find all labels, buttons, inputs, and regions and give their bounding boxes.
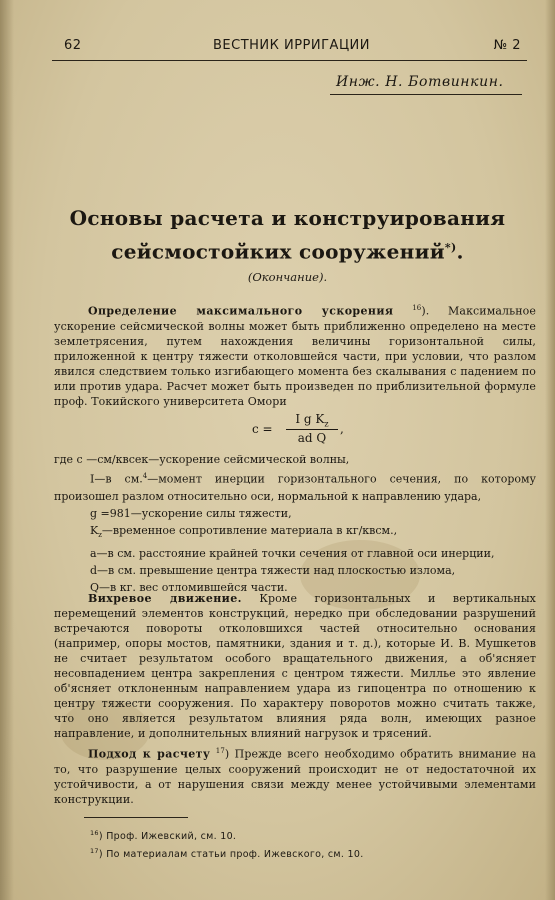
definition-q: Q—в кг. вес отломившейся части.: [90, 581, 288, 595]
formula-numerator: [286, 412, 338, 430]
title-line-2-text: сейсмостойких сооружений: [111, 239, 445, 264]
formula-numerator-sub: z: [324, 419, 329, 429]
paragraph-lead: Подход к расчету: [88, 747, 211, 761]
footnote-ref: 16: [412, 304, 422, 312]
title-period: .: [456, 239, 464, 264]
definition-kz-symbol: K: [90, 524, 99, 538]
definition-a: a—в см. расстояние крайней точки сечения от главной оси инерции,: [90, 546, 495, 560]
paragraph-max-acceleration: [54, 301, 536, 409]
definition-kz: [54, 522, 536, 544]
author-name: Инж. Н. Ботвинкин.: [336, 74, 504, 90]
paragraph-vortex-motion: [54, 591, 536, 741]
definition-i-a: I—в см.: [90, 472, 143, 486]
formula-fraction: [286, 412, 338, 445]
definition-i-b: —момент инерции горизонтального сечения, по которому произошел разлом относительно оси, нормальной к направлению удара,: [54, 472, 537, 504]
issue-number: № 2: [493, 38, 521, 53]
paragraph-text: ). Максимальное ускорение сейсмической волны может быть приближенно определено на месте землетрясения, путем нахождения величины горизонтальной силы, приложенной к центру тяжести отколовшейся части, при условии, что разлом явился следствием только изгибающего момента без скалывания с падением по или против удара. Расчет может быть произведен по приблизительной формуле проф. Токийского университета Омори: [54, 304, 536, 408]
page-number: 62: [64, 38, 82, 53]
paragraph-text: ) Прежде всего необходимо обратить внимание на то, что разрушение целых сооружений происходит не от недостаточной их устойчивости, а от нарушения связи между менее устойчивыми элементами конструкции.: [54, 747, 536, 806]
paragraph-lead: Вихревое движение.: [88, 592, 242, 605]
title-footnote-mark: *): [444, 241, 457, 254]
formula-numerator-text: I g K: [295, 412, 325, 426]
paragraph-lead: Определение максимального ускорения: [88, 304, 394, 318]
definition-kz-text: —временное сопротивление материала в кг/квсм.,: [101, 524, 398, 538]
variable-definitions: [54, 451, 536, 596]
formula-lhs: c =: [252, 422, 273, 436]
formula-comma: ,: [340, 422, 344, 436]
footnote-text: ) Проф. Ижевский, см. 10.: [98, 831, 237, 843]
definition-i: [54, 468, 536, 505]
title-line-1: Основы расчета и конструирования: [69, 206, 506, 230]
header-rule: [52, 60, 527, 61]
footnote-mark: 17: [90, 847, 99, 856]
title-line-2: [50, 233, 525, 267]
running-header: [58, 38, 525, 58]
paragraph-text: Кроме горизонтальных и вертикальных перемещений элементов конструкций, нередко при обследовании разрушений встречаются повороты отколовшихся частей относительно основания (например, опоры мостов, памятники, здания и т. д.), которые И. В. Мушкетов не считает результатом особого вращательного движения, а об'ясняет несовпадением центра закрепления с центром тяжести. Миллье это явление об'ясняет отклоненным направлением удара из гипоцентра по отношению к центру тяжести сооружения. По характеру поворотов можно считать также, что оно является результатом влияния ряда волн, имеющих разное направление, и дополнительных влияний нагрузок и трясений.: [54, 592, 536, 740]
definition-d: d—в см. превышение центра тяжести над плоскостью излома,: [90, 564, 456, 578]
formula-denominator: ad Q: [297, 431, 327, 446]
footnote-rule: [84, 817, 188, 818]
article-title: [50, 204, 525, 267]
author-rule: [330, 94, 522, 95]
journal-title: ВЕСТНИК ИРРИГАЦИИ: [212, 38, 370, 53]
footnotes: [90, 826, 364, 862]
paragraph-calculation-approach: [54, 744, 536, 807]
article-subtitle: (Окончание).: [247, 270, 328, 284]
footnote-17: [90, 844, 364, 862]
definition-g: g =981—ускорение силы тяжести,: [90, 507, 292, 521]
footnote-text: ) По материалам статьи проф. Ижевского, см. 10.: [98, 849, 364, 861]
footnote-mark: 16: [90, 829, 99, 837]
definition-c: где c —см/квсек—ускорение сейсмической волны,: [54, 453, 350, 466]
footnote-ref: 17: [215, 747, 225, 755]
footnote-16: [90, 826, 364, 844]
definition-i-sup: 4: [142, 472, 148, 481]
definition-kz-sub: z: [98, 531, 102, 540]
